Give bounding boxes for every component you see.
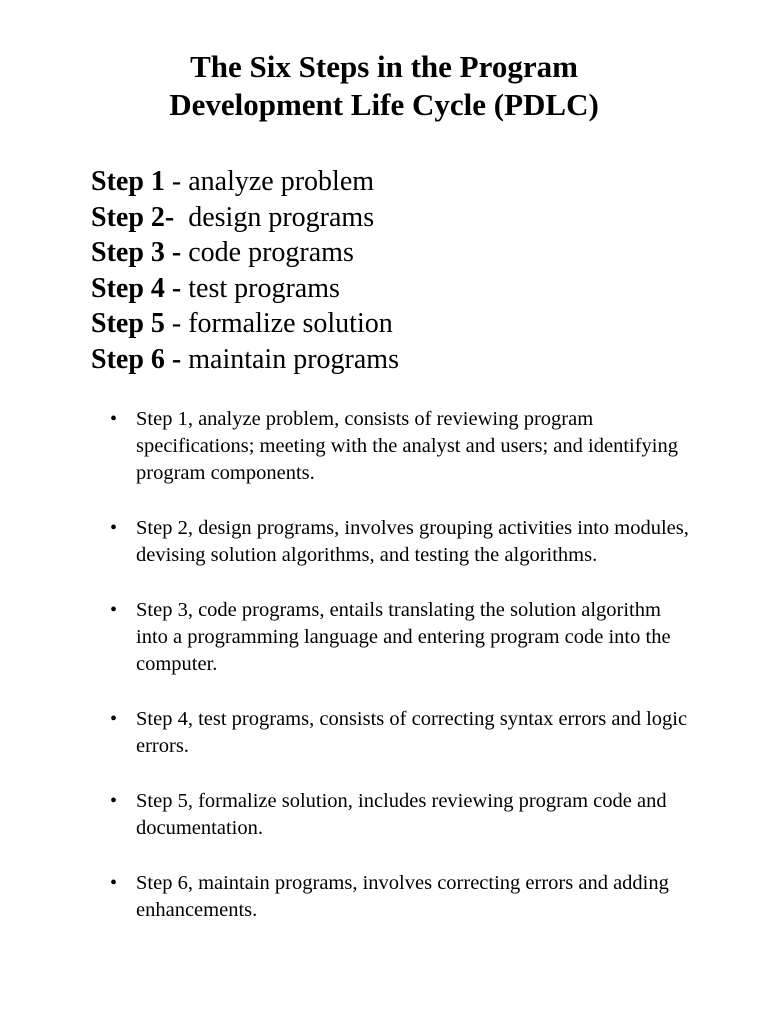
step-detail-item: [110, 706, 696, 760]
step-detail-text: Step 3, code programs, entails translating the solution algorithm into a programming language and entering program code into the computer.: [136, 599, 671, 675]
bullet-icon: •: [110, 408, 118, 430]
step-detail-item: [110, 515, 696, 569]
bullet-icon: •: [110, 517, 118, 539]
step-detail-text: Step 1, analyze problem, consists of reviewing program specifications; meeting with the analyst and users; and identifying program components.: [136, 408, 678, 484]
step-text: - analyze problem: [164, 166, 375, 197]
step-text: code programs: [181, 237, 354, 268]
step-details-list: [110, 406, 696, 924]
page-title: [0, 48, 768, 124]
step-text: test programs: [181, 272, 340, 304]
bullet-icon: •: [110, 790, 118, 812]
step-summary-item: [91, 342, 399, 378]
step-detail-item: [110, 406, 696, 487]
step-detail-item: [110, 870, 696, 924]
step-label: Step 5: [91, 308, 165, 339]
step-detail-item: [110, 597, 696, 678]
step-label: Step 6 -: [91, 343, 182, 375]
step-text: design programs: [174, 201, 375, 233]
bullet-icon: •: [110, 872, 118, 894]
step-label: Step 4 -: [91, 272, 182, 304]
title-line-1: The Six Steps in the Program: [190, 49, 578, 84]
step-detail-text: Step 2, design programs, involves grouping activities into modules, devising solution algorithms, and testing the algorithms.: [136, 517, 689, 566]
step-summary-item: [91, 164, 399, 200]
bullet-icon: •: [110, 708, 118, 730]
step-text: maintain programs: [181, 343, 399, 375]
step-summary-item: [91, 200, 399, 236]
step-detail-text: Step 6, maintain programs, involves correcting errors and adding enhancements.: [136, 872, 669, 921]
step-label: Step 2-: [91, 201, 175, 233]
steps-summary-list: [91, 164, 399, 377]
step-label: Step 1: [91, 166, 165, 197]
step-detail-item: [110, 788, 696, 842]
step-text: - formalize solution: [164, 308, 393, 339]
step-summary-item: [91, 235, 399, 271]
step-detail-text: Step 4, test programs, consists of correcting syntax errors and logic errors.: [136, 708, 688, 757]
step-summary-item: [91, 306, 399, 342]
step-summary-item: [91, 271, 399, 307]
title-line-2: Development Life Cycle (PDLC): [169, 87, 599, 122]
step-detail-text: Step 5, formalize solution, includes reviewing program code and documentation.: [136, 790, 667, 839]
bullet-icon: •: [110, 599, 118, 621]
step-label: Step 3 -: [91, 237, 182, 268]
